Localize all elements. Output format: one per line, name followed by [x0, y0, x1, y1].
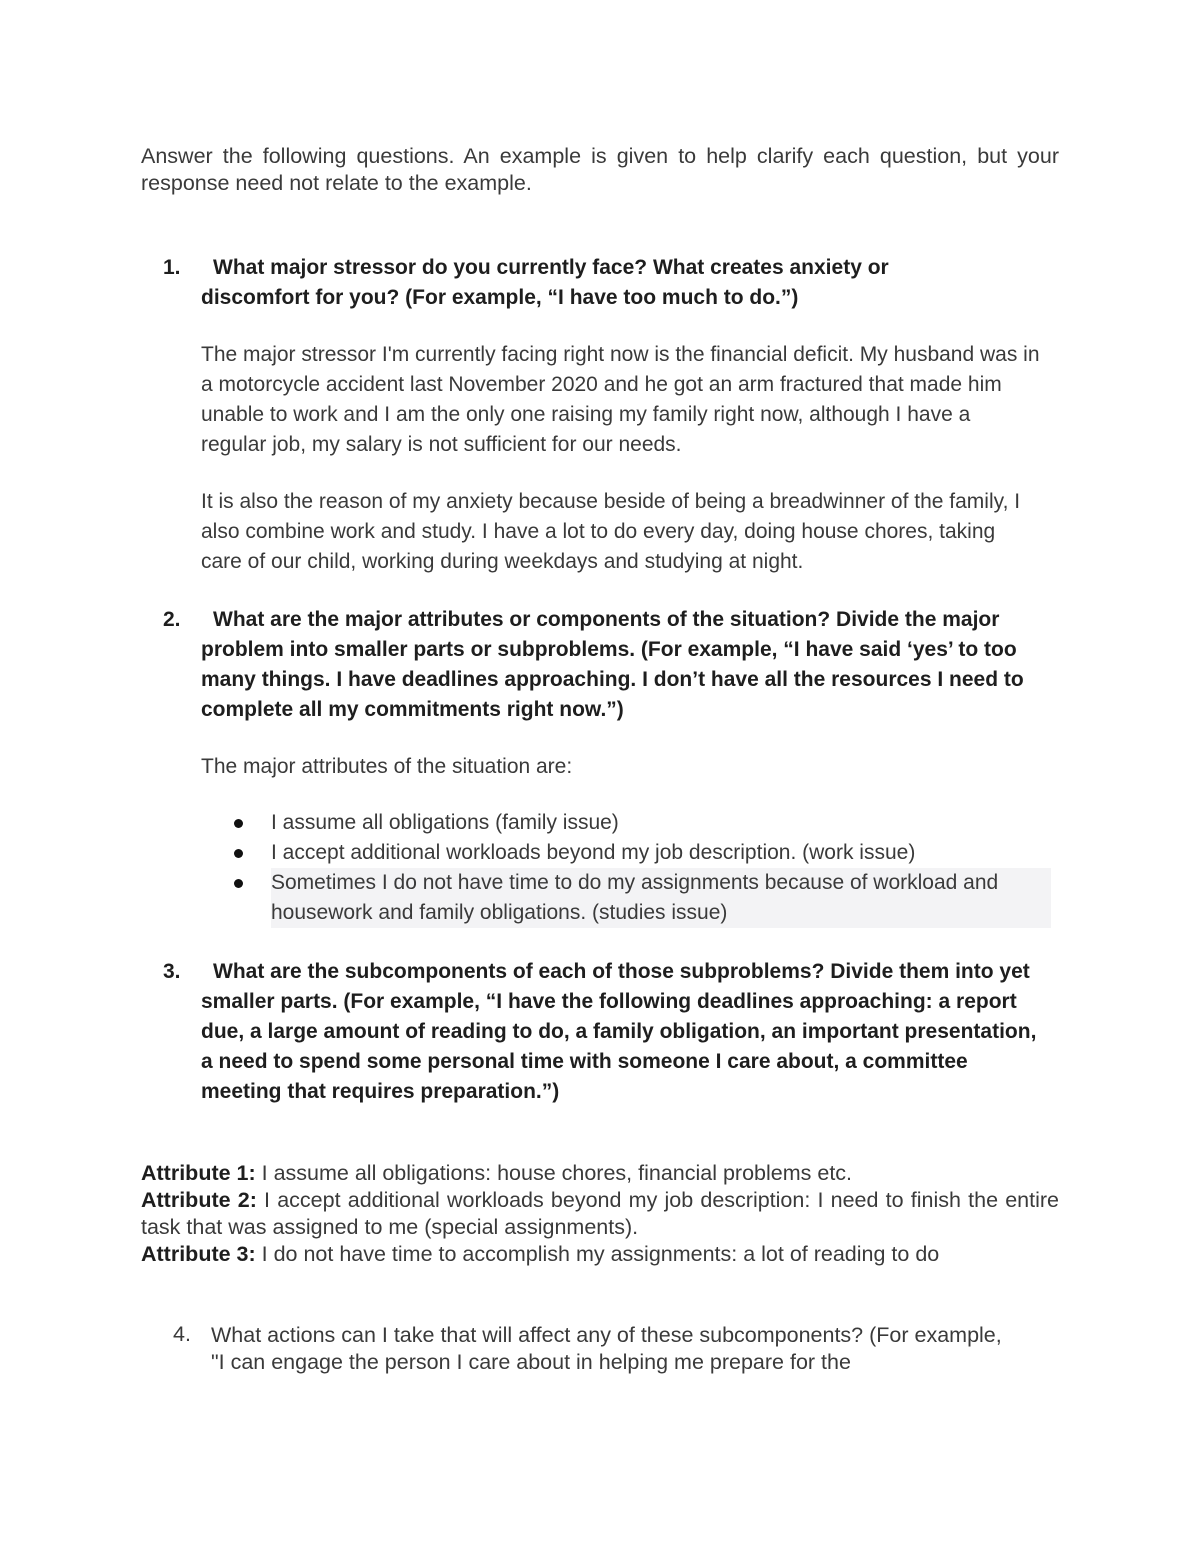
attribute-1-text: I assume all obligations: house chores, financial problems etc.: [255, 1161, 853, 1185]
question-4-text: What actions can I take that will affect any of these subcomponents? (For example, "I can engage the person I care about in helping me prepare for the: [211, 1323, 1002, 1374]
bullet-text: I assume all obligations (family issue): [271, 811, 619, 834]
question-1-answer-paragraph-2: It is also the reason of my anxiety because beside of being a breadwinner of the family, I also combine work and study. I have a lot to do every day, doing house chores, taking care of our child, working during weekdays and studying at night.: [201, 490, 1021, 573]
question-1-text: What major stressor do you currently face? What creates anxiety or discomfort for you? (For example, “I have too much to do.”): [201, 256, 889, 309]
attributes-bullet-list: [232, 808, 1062, 928]
bullet-text: Sometimes I do not have time to do my assignments because of workload and housework and family obligations. (studies issue): [271, 868, 1051, 928]
bullet-item: [232, 838, 1062, 868]
bullet-icon: [234, 879, 243, 888]
bullet-icon: [234, 849, 243, 858]
question-2-number: 2.: [163, 608, 181, 631]
bullet-icon: [234, 819, 243, 828]
attributes-section: [141, 1160, 1059, 1268]
question-3-number: 3.: [163, 960, 181, 983]
question-4-number: 4.: [173, 1322, 191, 1346]
bullet-text: I accept additional workloads beyond my job description. (work issue): [271, 841, 916, 864]
question-1-number: 1.: [163, 256, 181, 279]
bullet-item: [232, 868, 1062, 928]
attribute-1-line: [141, 1160, 1059, 1187]
instructions-paragraph: Answer the following questions. An example is given to help clarify each question, but your response need not relate to the example.: [141, 144, 1059, 195]
question-1-answer-paragraph-1: The major stressor I'm currently facing right now is the financial deficit. My husband was in a motorcycle accident last November 2020 and he got an arm fractured that made him unable to work and I am the only one raising my family right now, although I have a regular job, my salary is not sufficient for our needs.: [201, 343, 1040, 456]
attribute-2-label: Attribute 2:: [141, 1188, 257, 1212]
question-2-text: What are the major attributes or components of the situation? Divide the major problem into smaller parts or subproblems. (For example, “I have said ‘yes’ to too many things. I have deadlines approaching. I don’t have all the resources I need to complete all my commitments right now.”): [201, 608, 1024, 721]
bullet-item: [232, 808, 1062, 838]
attribute-1-label: Attribute 1:: [141, 1161, 256, 1185]
question-2-answer-intro: The major attributes of the situation are:: [201, 755, 573, 778]
attribute-3-line: [141, 1241, 1059, 1268]
attribute-3-label: Attribute 3:: [141, 1242, 256, 1266]
attribute-3-text: I do not have time to accomplish my assignments: a lot of reading to do: [255, 1242, 940, 1266]
question-3-text: What are the subcomponents of each of those subproblems? Divide them into yet smaller parts. (For example, “I have the following deadlines approaching: a report due, a large amount of reading to do, a family obligation, an important presentation, a need to spend some personal time with someone I care about, a committee meeting that requires preparation.”): [201, 960, 1037, 1103]
attribute-2-text: I accept additional workloads beyond my job description: I need to finish the entire task that was assigned to me (special assignments).: [141, 1188, 1059, 1239]
attribute-2-line: [141, 1187, 1059, 1241]
